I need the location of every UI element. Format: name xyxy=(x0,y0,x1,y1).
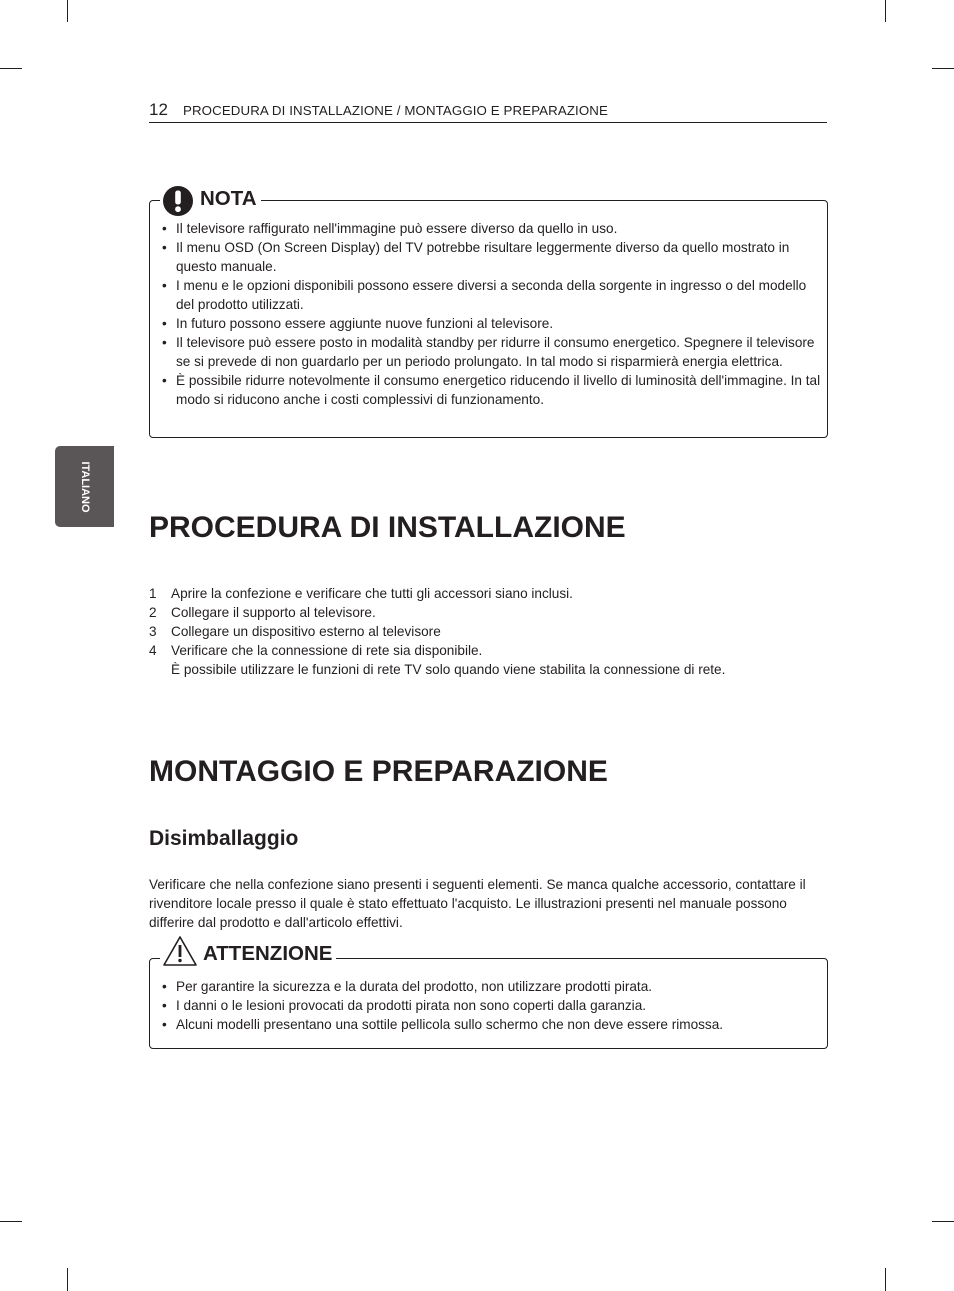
caution-box-label xyxy=(160,935,336,967)
caution-list xyxy=(150,977,822,1034)
caution-title: ATTENZIONE xyxy=(203,942,333,965)
section-title-assembly: MONTAGGIO E PREPARAZIONE xyxy=(149,755,608,788)
step-note: È possibile utilizzare le funzioni di rete TV solo quando viene stabilita la connessione di rete. xyxy=(171,662,726,677)
language-tab xyxy=(55,446,114,527)
subsection-title-unpacking: Disimballaggio xyxy=(149,827,299,850)
page-number: 12 xyxy=(149,100,168,119)
running-title: PROCEDURA DI INSTALLAZIONE / MONTAGGIO E PREPARAZIONE xyxy=(183,103,608,118)
warning-triangle-icon xyxy=(162,935,198,967)
crop-mark xyxy=(0,1221,22,1222)
step-item xyxy=(149,584,827,603)
language-tab-label: ITALIANO xyxy=(78,460,91,513)
step-number: 1 xyxy=(149,586,157,601)
step-number: 4 xyxy=(149,643,157,658)
unpacking-paragraph: Verificare che nella confezione siano presenti i seguenti elementi. Se manca qualche accessorio, contattare il rivenditore locale presso il quale è stato effettuato l'acquisto. Le illustrazioni presenti nel manuale possono differire dal prodotto e dall'articolo effettivi. xyxy=(149,877,806,930)
crop-mark xyxy=(67,0,68,22)
crop-mark xyxy=(0,68,22,69)
note-item: • Il menu OSD (On Screen Display) del TV potrebbe risultare leggermente diverso da quello mostrato in questo manuale. xyxy=(150,238,822,276)
page-header xyxy=(149,100,827,123)
step-text: Collegare il supporto al televisore. xyxy=(171,605,376,620)
note-title: NOTA xyxy=(200,187,257,210)
step-number: 2 xyxy=(149,605,157,620)
step-number: 3 xyxy=(149,624,157,639)
step-text: Collegare un dispositivo esterno al televisore xyxy=(171,624,441,639)
note-list xyxy=(150,219,822,409)
caution-item: • Alcuni modelli presentano una sottile pellicola sullo schermo che non deve essere rimossa. xyxy=(150,1015,822,1034)
note-item: • Il televisore può essere posto in modalità standby per ridurre il consumo energetico. Spegnere il televisore se si prevede di non guardarlo per un periodo prolungato. In tal modo si risparmierà energia elettrica. xyxy=(150,333,822,371)
crop-mark xyxy=(932,1221,954,1222)
installation-steps xyxy=(149,584,827,679)
crop-mark xyxy=(885,1268,886,1291)
step-item xyxy=(149,603,827,622)
note-item: • È possibile ridurre notevolmente il consumo energetico riducendo il livello di luminosità dell'immagine. In tal modo si riducono anche i costi complessivi di funzionamento. xyxy=(150,371,822,409)
step-item xyxy=(149,641,827,679)
crop-mark xyxy=(885,0,886,22)
step-text: Aprire la confezione e verificare che tutti gli accessori siano inclusi. xyxy=(171,586,573,601)
note-item: • I menu e le opzioni disponibili possono essere diversi a seconda della sorgente in ingresso o del modello del prodotto utilizzati. xyxy=(150,276,822,314)
crop-mark xyxy=(67,1268,68,1291)
step-item xyxy=(149,622,827,641)
note-item: • Il televisore raffigurato nell'immagine può essere diverso da quello in uso. xyxy=(150,219,822,238)
note-item: • In futuro possono essere aggiunte nuove funzioni al televisore. xyxy=(150,314,822,333)
caution-item: • I danni o le lesioni provocati da prodotti pirata non sono coperti dalla garanzia. xyxy=(150,996,822,1015)
step-text: Verificare che la connessione di rete sia disponibile. xyxy=(171,643,483,658)
note-box xyxy=(149,187,828,438)
exclamation-circle-icon xyxy=(162,185,194,217)
note-box-label xyxy=(160,185,261,211)
crop-mark xyxy=(932,68,954,69)
section-title-installation: PROCEDURA DI INSTALLAZIONE xyxy=(149,511,626,544)
caution-item: • Per garantire la sicurezza e la durata del prodotto, non utilizzare prodotti pirata. xyxy=(150,977,822,996)
caution-box xyxy=(149,942,828,1049)
